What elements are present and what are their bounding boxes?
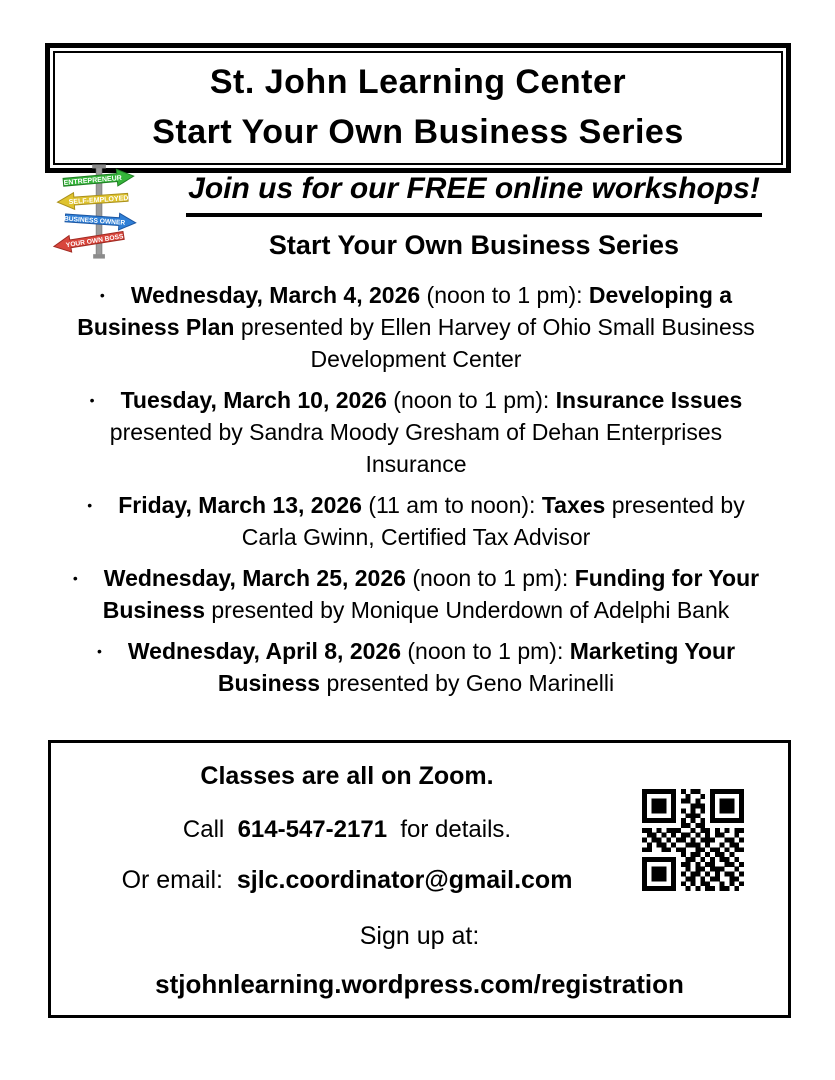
header-inner-frame bbox=[53, 51, 783, 165]
workshop-item-insurance-issues: • Tuesday, March 10, 2026 (noon to 1 pm): Insurance Issues presented by Sandra Moody Gresham of Dehan Enterprises Insurance bbox=[89, 387, 743, 477]
registration-url[interactable]: stjohnlearning.wordpress.com/registration bbox=[155, 969, 684, 999]
qr-code bbox=[642, 789, 744, 891]
series-title: Start Your Own Business Series bbox=[152, 113, 684, 151]
signpost-svg bbox=[45, 164, 157, 262]
workshop-item-marketing-your-business: • Wednesday, April 8, 2026 (noon to 1 pm): Marketing Your Business presented by Geno Marinelli bbox=[96, 638, 736, 696]
free-workshops-tagline: Join us for our FREE online workshops! bbox=[186, 172, 762, 217]
header-box bbox=[45, 43, 791, 173]
svg-text:SELF-EMPLOYED: SELF-EMPLOYED bbox=[68, 195, 129, 207]
signpost-cap bbox=[92, 164, 106, 168]
svg-text:BUSINESS OWNER: BUSINESS OWNER bbox=[63, 215, 126, 227]
bullet-icon: • bbox=[89, 392, 95, 408]
zoom-note: Classes are all on Zoom. bbox=[200, 762, 494, 790]
intro-row bbox=[45, 164, 791, 262]
signup-label: Sign up at: bbox=[359, 922, 480, 950]
phone-line: Call 614-547-2171 for details. bbox=[182, 816, 512, 843]
workshop-item-funding-for-your-business: • Wednesday, March 25, 2026 (noon to 1 pm): Funding for Your Business presented by Monique Underdown of Adelphi Bank bbox=[72, 565, 760, 623]
intro-column bbox=[157, 164, 791, 262]
arrow-your-own-boss bbox=[53, 227, 125, 255]
email-line[interactable]: Or email: sjlc.coordinator@gmail.com bbox=[121, 866, 573, 894]
bullet-icon: • bbox=[99, 287, 105, 303]
svg-text:YOUR OWN BOSS: YOUR OWN BOSS bbox=[65, 233, 124, 250]
contact-left-column bbox=[51, 761, 643, 895]
svg-text:ENTREPRENEUR: ENTREPRENEUR bbox=[63, 174, 123, 187]
workshop-list bbox=[58, 279, 774, 708]
series-heading: Start Your Own Business Series bbox=[268, 230, 680, 260]
workshop-item-taxes: • Friday, March 13, 2026 (11 am to noon): Taxes presented by Carla Gwinn, Certified Tax Advisor bbox=[87, 492, 745, 550]
bullet-icon: • bbox=[87, 497, 93, 513]
signpost-base bbox=[93, 254, 105, 258]
signpost-logo-icon bbox=[45, 164, 157, 262]
contact-box bbox=[48, 740, 791, 1018]
bullet-icon: • bbox=[96, 643, 102, 659]
bullet-icon: • bbox=[72, 570, 78, 586]
workshop-item-developing-a-business-plan: • Wednesday, March 4, 2026 (noon to 1 pm): Developing a Business Plan presented by Ellen Harvey of Ohio Small Business Development Center bbox=[77, 282, 755, 372]
arrow-self-employed bbox=[57, 189, 129, 211]
org-title: St. John Learning Center bbox=[209, 63, 627, 101]
